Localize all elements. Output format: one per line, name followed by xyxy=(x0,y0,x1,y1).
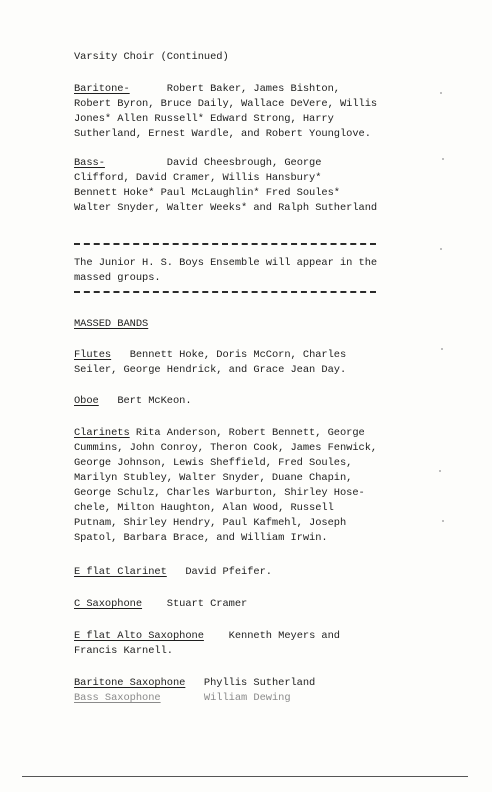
baritone-saxophone-label: Baritone Saxophone xyxy=(74,677,186,689)
clarinets-line-7: Putnam, Shirley Hendry, Paul Kafmehl, Joseph xyxy=(74,517,347,529)
scan-speck xyxy=(440,92,442,94)
oboe-label: Oboe xyxy=(74,395,99,407)
bass-saxophone-label: Bass Saxophone xyxy=(74,692,161,704)
scan-speck xyxy=(442,520,444,522)
c-saxophone-label: C Saxophone xyxy=(74,598,143,610)
clarinets-line-4: Marilyn Stubley, Walter Snyder, Duane Chapin, xyxy=(74,472,353,484)
dashed-divider-top xyxy=(74,243,376,245)
bass-line-4: Walter Snyder, Walter Weeks* and Ralph Sutherland xyxy=(74,202,378,214)
baritone-line-2: Robert Byron, Bruce Daily, Wallace DeVere, Willis xyxy=(74,98,378,110)
clarinets-line-8: Spatol, Barbara Brace, and William Irwin. xyxy=(74,532,328,544)
clarinets-label: Clarinets xyxy=(74,427,130,439)
page-title: Varsity Choir (Continued) xyxy=(74,51,229,63)
bottom-rule xyxy=(22,776,468,777)
baritone-line-4: Sutherland, Ernest Wardle, and Robert Younglove. xyxy=(74,128,371,140)
flutes-line-1: Flutes Bennett Hoke, Doris McCorn, Charles xyxy=(74,349,347,361)
baritone-line-3: Jones* Allen Russell* Edward Strong, Harry xyxy=(74,113,334,125)
flutes-line-2: Seiler, George Hendrick, and Grace Jean Day. xyxy=(74,364,347,376)
e-flat-clarinet-label: E flat Clarinet xyxy=(74,566,167,578)
baritone-line-1: Baritone- Robert Baker, James Bishton, xyxy=(74,83,340,95)
baritone-label: Baritone- xyxy=(74,83,130,95)
bass-saxophone-line: Bass Saxophone William Dewing xyxy=(74,692,291,704)
announcement-line-1: The Junior H. S. Boys Ensemble will appear in the xyxy=(74,257,378,269)
massed-bands-heading: MASSED BANDS xyxy=(74,318,149,330)
scan-speck xyxy=(442,158,444,160)
e-flat-alto-saxophone-line-2: Francis Karnell. xyxy=(74,645,173,657)
e-flat-alto-saxophone-line-1: E flat Alto Saxophone Kenneth Meyers and xyxy=(74,630,340,642)
clarinets-line-5: George Schulz, Charles Warburton, Shirley Hose- xyxy=(74,487,365,499)
scan-speck xyxy=(439,470,441,472)
bass-line-2: Clifford, David Cramer, Willis Hansbury* xyxy=(74,172,322,184)
bass-line-1: Bass- David Cheesbrough, George xyxy=(74,157,322,169)
bass-line-3: Bennett Hoke* Paul McLaughlin* Fred Soules* xyxy=(74,187,340,199)
clarinets-line-2: Cummins, John Conroy, Theron Cook, James Fenwick, xyxy=(74,442,378,454)
e-flat-clarinet-line: E flat Clarinet David Pfeifer. xyxy=(74,566,272,578)
clarinets-line-3: George Johnson, Lewis Sheffield, Fred Soules, xyxy=(74,457,353,469)
clarinets-line-6: chele, Milton Haughton, Alan Wood, Russell xyxy=(74,502,334,514)
clarinets-line-1: Clarinets Rita Anderson, Robert Bennett, George xyxy=(74,427,365,439)
scan-speck xyxy=(440,248,442,250)
scan-speck xyxy=(441,348,443,350)
flutes-label: Flutes xyxy=(74,349,112,361)
bass-label: Bass- xyxy=(74,157,105,169)
baritone-saxophone-line: Baritone Saxophone Phyllis Sutherland xyxy=(74,677,316,689)
c-saxophone-line: C Saxophone Stuart Cramer xyxy=(74,598,248,610)
dashed-divider-bottom xyxy=(74,291,376,293)
announcement-line-2: massed groups. xyxy=(74,272,161,284)
e-flat-alto-saxophone-label: E flat Alto Saxophone xyxy=(74,630,204,642)
oboe-line: Oboe Bert McKeon. xyxy=(74,395,192,407)
